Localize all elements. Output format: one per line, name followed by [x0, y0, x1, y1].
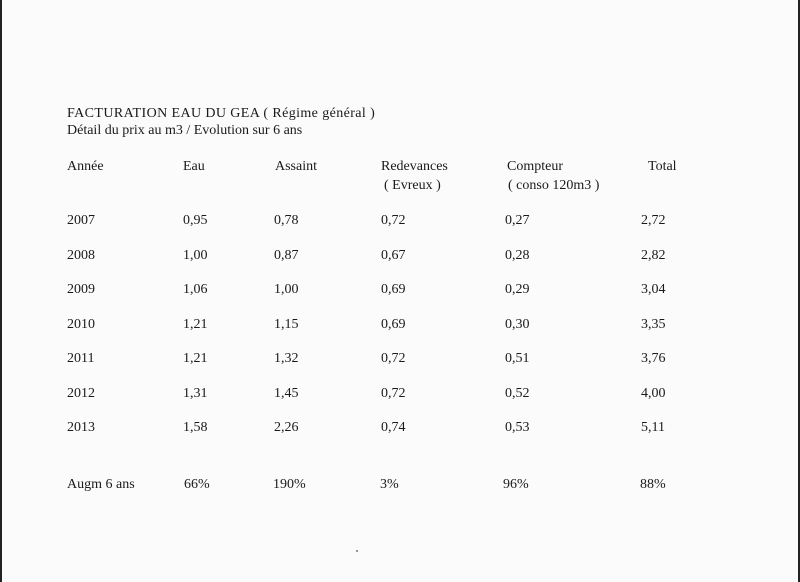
scan-edge-left [0, 0, 2, 582]
summary-redevances: 3% [380, 477, 399, 492]
cell-compteur: 0,27 [505, 213, 530, 228]
header-compteur-note: ( conso 120m3 ) [508, 178, 600, 193]
cell-eau: 1,06 [183, 282, 208, 297]
cell-annee: 2007 [67, 213, 95, 228]
scan-speck [356, 550, 358, 552]
header-compteur: Compteur [507, 159, 563, 174]
cell-total: 2,72 [641, 213, 666, 228]
cell-redevances: 0,72 [381, 386, 406, 401]
cell-eau: 1,31 [183, 386, 208, 401]
cell-total: 5,11 [641, 420, 665, 435]
cell-total: 3,04 [641, 282, 666, 297]
cell-assaint: 0,87 [274, 248, 299, 263]
cell-assaint: 1,15 [274, 317, 299, 332]
document-subtitle: Détail du prix au m3 / Evolution sur 6 ans [67, 123, 303, 138]
header-eau: Eau [183, 159, 205, 174]
cell-assaint: 1,32 [274, 351, 299, 366]
cell-compteur: 0,52 [505, 386, 530, 401]
cell-compteur: 0,28 [505, 248, 530, 263]
cell-annee: 2010 [67, 317, 95, 332]
cell-assaint: 0,78 [274, 213, 299, 228]
header-redevances: Redevances [381, 159, 448, 174]
summary-assaint: 190% [273, 477, 306, 492]
cell-compteur: 0,53 [505, 420, 530, 435]
cell-compteur: 0,30 [505, 317, 530, 332]
cell-total: 3,76 [641, 351, 666, 366]
header-redevances-note: ( Evreux ) [384, 178, 441, 193]
cell-annee: 2012 [67, 386, 95, 401]
summary-eau: 66% [184, 477, 210, 492]
cell-eau: 1,21 [183, 351, 208, 366]
document-title: FACTURATION EAU DU GEA ( Régime général ) [67, 106, 376, 121]
summary-label: Augm 6 ans [67, 477, 135, 492]
summary-compteur: 96% [503, 477, 529, 492]
cell-total: 2,82 [641, 248, 666, 263]
cell-assaint: 1,00 [274, 282, 299, 297]
cell-eau: 0,95 [183, 213, 208, 228]
header-assaint: Assaint [275, 159, 317, 174]
cell-assaint: 1,45 [274, 386, 299, 401]
cell-total: 3,35 [641, 317, 666, 332]
cell-eau: 1,00 [183, 248, 208, 263]
cell-total: 4,00 [641, 386, 666, 401]
cell-annee: 2013 [67, 420, 95, 435]
cell-assaint: 2,26 [274, 420, 299, 435]
cell-annee: 2011 [67, 351, 95, 366]
cell-redevances: 0,74 [381, 420, 406, 435]
cell-eau: 1,21 [183, 317, 208, 332]
cell-annee: 2009 [67, 282, 95, 297]
cell-redevances: 0,67 [381, 248, 406, 263]
header-annee: Année [67, 159, 104, 174]
cell-eau: 1,58 [183, 420, 208, 435]
cell-redevances: 0,72 [381, 213, 406, 228]
header-total: Total [648, 159, 677, 174]
summary-total: 88% [640, 477, 666, 492]
cell-compteur: 0,29 [505, 282, 530, 297]
cell-annee: 2008 [67, 248, 95, 263]
cell-redevances: 0,69 [381, 317, 406, 332]
cell-compteur: 0,51 [505, 351, 530, 366]
cell-redevances: 0,72 [381, 351, 406, 366]
cell-redevances: 0,69 [381, 282, 406, 297]
